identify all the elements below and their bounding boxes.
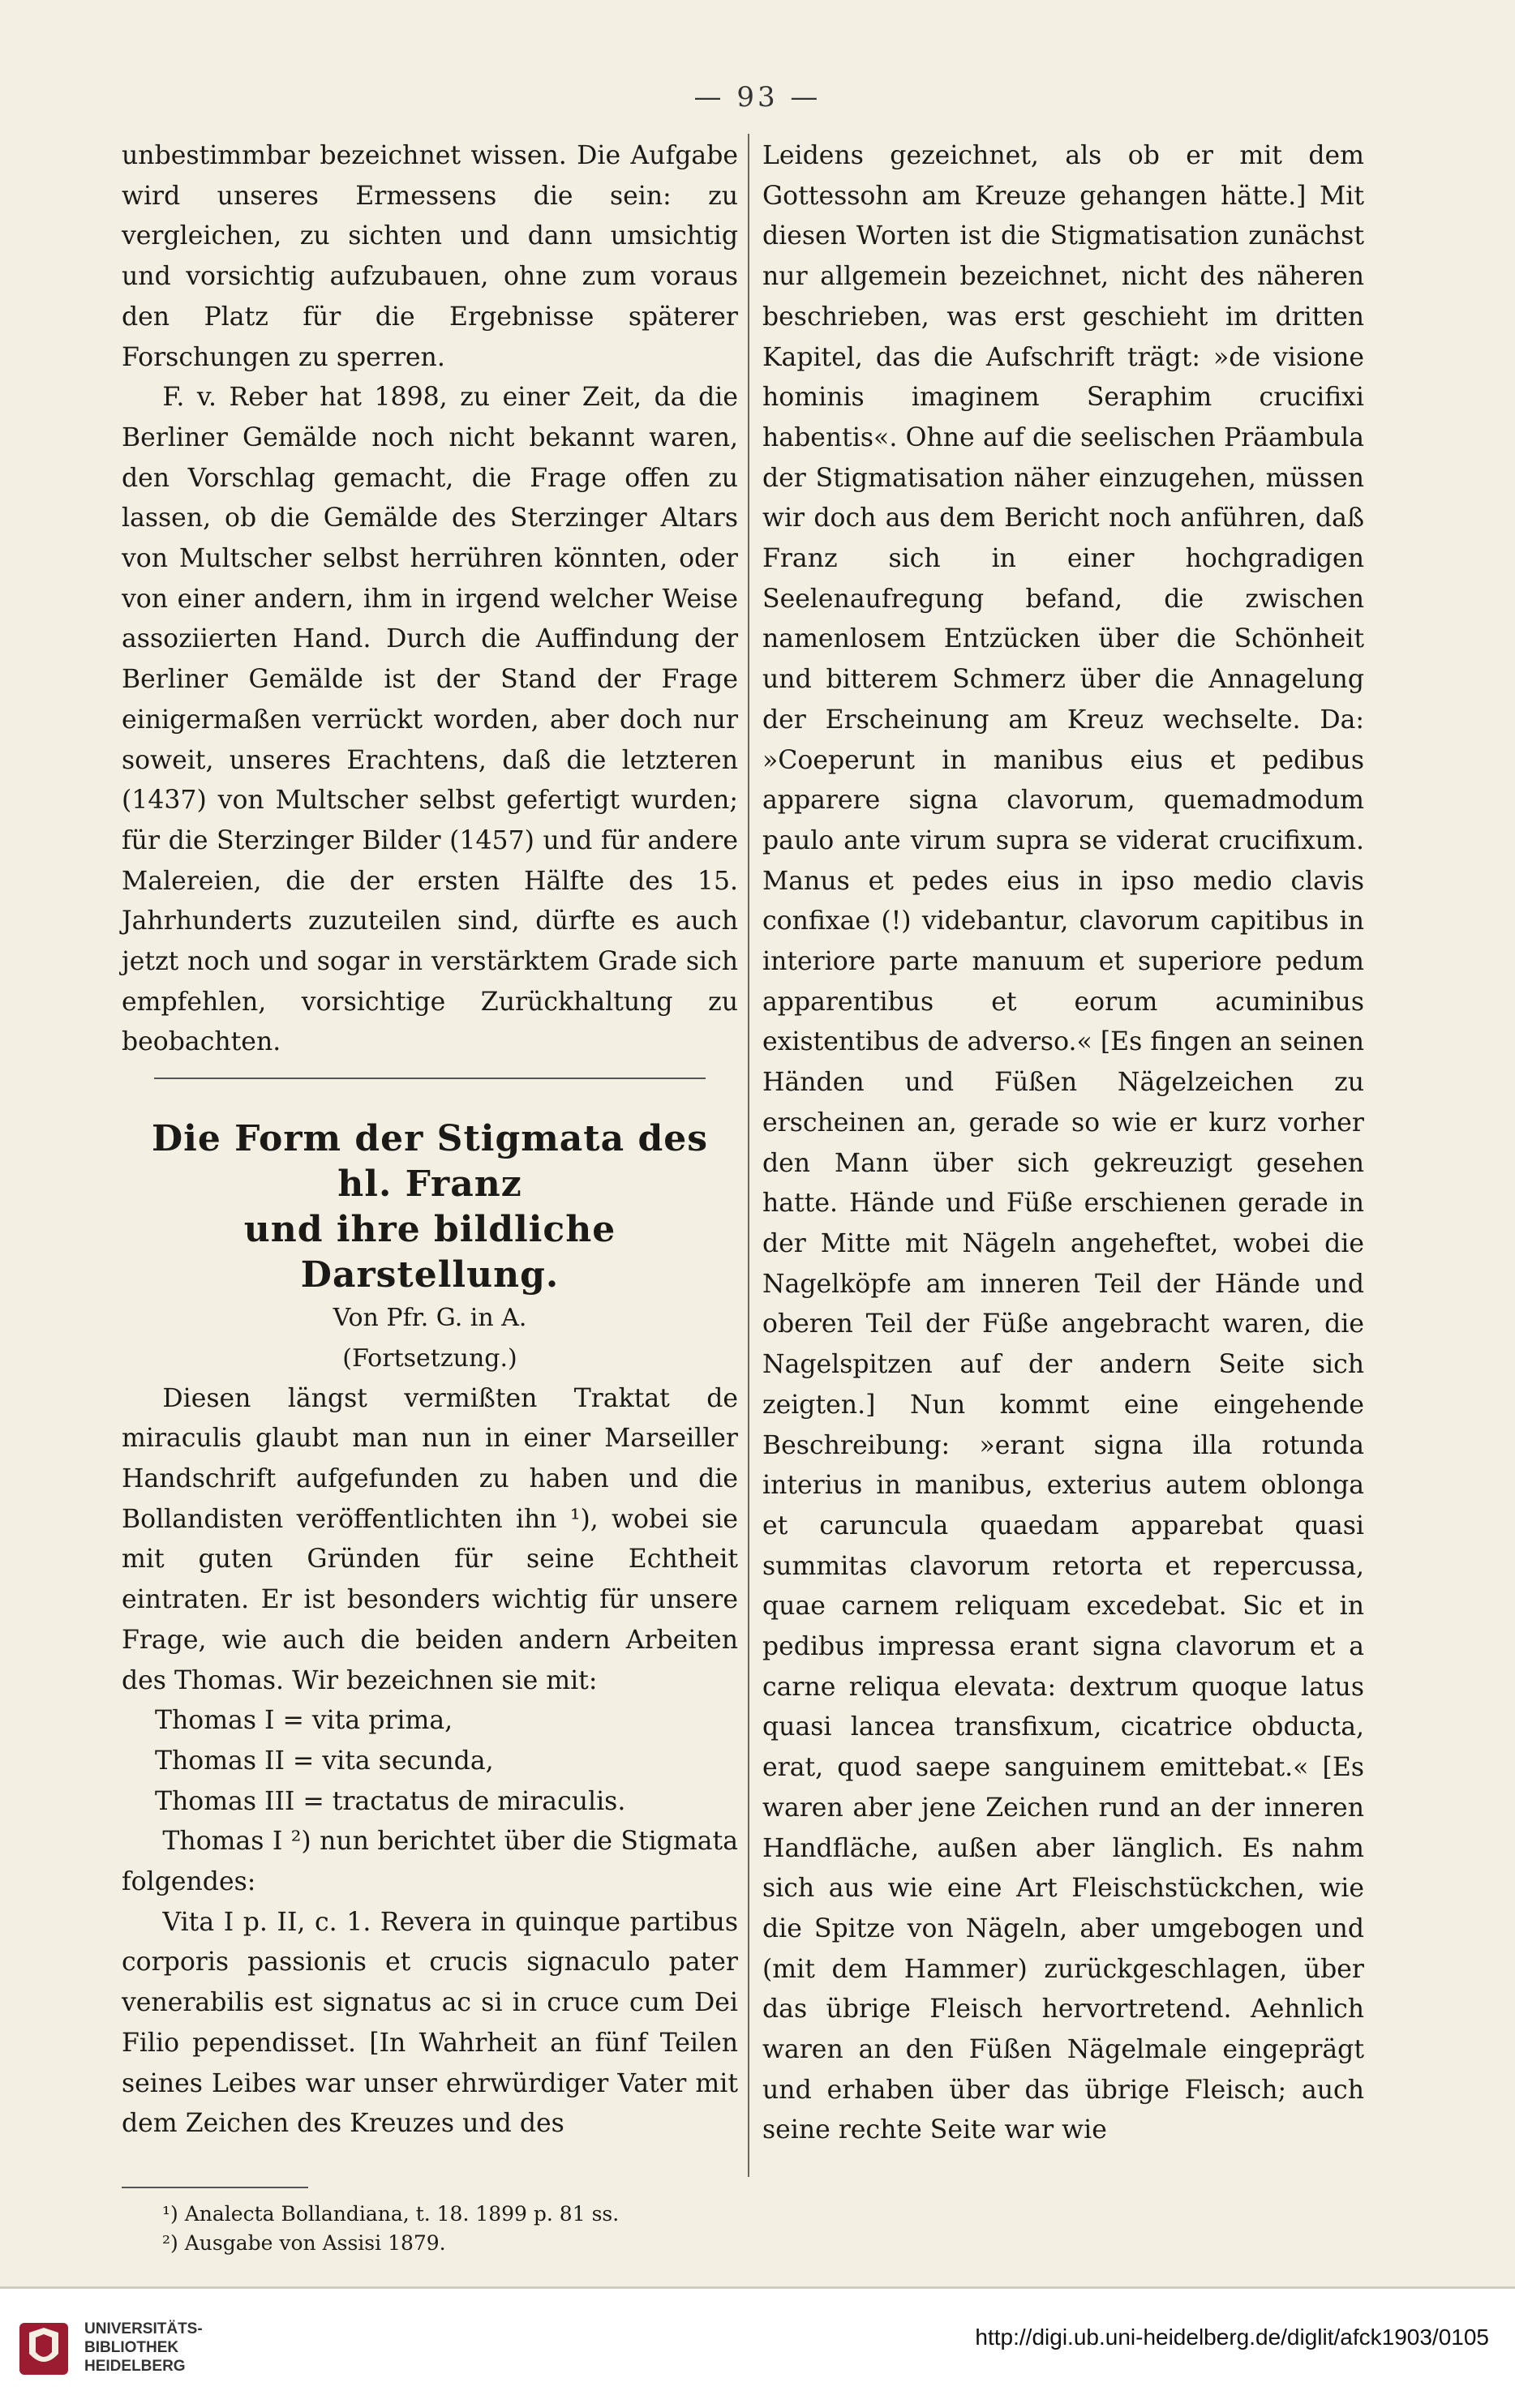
- abbreviation-list: [122, 1701, 738, 1822]
- author-byline: Von Pfr. G. in A.: [333, 1304, 527, 1333]
- source-url-link[interactable]: http://digi.ub.uni-heidelberg.de/diglit/afck1903/0105: [975, 2324, 1489, 2350]
- section-title-line2: und ihre bildliche Darstellung.: [243, 1209, 616, 1296]
- library-name-line: HEIDELBERG: [84, 2358, 186, 2375]
- paragraph: unbestimmbar bezeichnet wissen. Die Aufgabe wird unseres Ermessens die sein: zu vergleichen, zu sichten und dann umsichtig und vorsichtig aufzubauen, ohne zum voraus den Platz für die Ergebnisse späterer Forschungen zu sperren.: [122, 141, 738, 372]
- column-divider: [748, 134, 749, 2177]
- paragraph: Thomas I ²) nun berichtet über die Stigmata folgendes:: [122, 1827, 738, 1897]
- footnotes: [122, 2200, 738, 2258]
- left-column: [122, 136, 738, 2258]
- paragraph: Vita I p. II, c. 1. Revera in quinque partibus corporis passionis et crucis signaculo pater venerabilis est signatus ac si in cruce cum Dei Filio pependisset. [In Wahrheit an fünf Teilen seines Leibes war unser ehrwürdiger Vater mit dem Zeichen des Kreuzes und des: [122, 1907, 738, 2139]
- library-name: [84, 2320, 203, 2376]
- library-name-line: BIBLIOTHEK: [84, 2339, 179, 2356]
- footnote: ²) Ausgabe von Assisi 1879.: [162, 2230, 446, 2255]
- list-item: Thomas II = vita secunda,: [154, 1746, 494, 1776]
- paragraph: Diesen längst vermißten Traktat de miraculis glaubt man nun in einer Marseiller Handschrift aufgefunden zu haben und die Bollandisten veröffentlichten ihn ¹), wobei sie mit guten Gründen für seine Echtheit eintraten. Er ist besonders wichtig für unsere Frage, wie auch die beiden andern Arbeiten des Thomas. Wir bezeichnen sie mit:: [122, 1383, 738, 1695]
- footnote-divider: [122, 2187, 308, 2188]
- library-logo-icon: [18, 2321, 70, 2376]
- library-name-line: UNIVERSITÄTS-: [84, 2320, 203, 2337]
- paragraph: Leidens gezeichnet, als ob er mit dem Gottessohn am Kreuze gehangen hätte.] Mit diesen Worten ist die Stigmatisation zunächst nur allgemein bezeichnet, nicht des näheren beschrieben, was erst geschieht im dritten Kapitel, das die Aufschrift trägt: »de visione hominis imaginem Seraphim crucifixi habentis«. Ohne auf die seelischen Präambula der Stigmatisation näher einzugehen, müssen wir doch aus dem Bericht noch anführen, daß Franz sich in einer hochgradigen Seelenaufregung befand, die zwischen namenlosem Entzücken über die Schönheit und bitterem Schmerz über die Annagelung der Erscheinung am Kreuz wechselte. Da: »Coeperunt in manibus eius et pedibus apparere signa clavorum, quemadmodum paulo ante virum supra se viderat crucifixum. Manus et pedes eius in ipso medio clavis confixae (!) videbantur, clavorum capitibus in interiore parte manuum et superiore pedum apparentibus et eorum acuminibus existentibus de adverso.« [Es fingen an seinen Händen und Füßen Nägelzeichen zu erscheinen an, gerade so wie er kurz vorher den Mann über sich gekreuzigt gesehen hatte. Hände und Füße erschienen gerade in der Mitte mit Nägeln angeheftet, wobei die Nagelköpfe am inneren Teil der Hände und oberen Teil der Füße angebracht waren, die Nagelspitzen auf der andern Seite sich zeigten.] Nun kommt eine eingehende Beschreibung: »erant signa illa rotunda interius in manibus, exterius autem oblonga et caruncula quaedam apparebat quasi summitas clavorum retorta et repercussa, quae carnem reliquam excedebat. Sic et in pedibus impressa erant signa clavorum et a carne reliqua elevata: dextrum quoque latus quasi lancea transfixum, cicatrice obducta, erat, quod saepe sanguinem emittebat.« [Es waren aber jene Zeichen rund an der inneren Handfläche, außen aber länglich. Es nahm sich aus wie eine Art Fleischstückchen, wie die Spitze von Nägeln, aber umgebogen und (mit dem Hammer) zurückgeschlagen, über das übrige Fleisch hervortretend. Aehnlich waren an den Füßen Nägelmale eingeprägt und erhaben über das übrige Fleisch; auch seine rechte Seite war wie: [762, 141, 1364, 2145]
- footnote: ¹) Analecta Bollandiana, t. 18. 1899 p. 81 ss.: [162, 2201, 620, 2226]
- continuation-note: (Fortsetzung.): [342, 1343, 517, 1373]
- right-column: [762, 136, 1364, 2151]
- section-title: Die Form der Stigmata des hl. Franz: [151, 1118, 708, 1206]
- list-item: Thomas III = tractatus de miraculis.: [154, 1786, 626, 1816]
- library-footer: [0, 2289, 1515, 2408]
- section-divider: [154, 1078, 706, 1079]
- paragraph: F. v. Reber hat 1898, zu einer Zeit, da die Berliner Gemälde noch nicht bekannt waren, den Vorschlag gemacht, die Frage offen zu lassen, ob die Gemälde des Sterzinger Altars von Multscher selbst herrühren könnten, oder von einer andern, ihm in irgend welcher Weise assoziierten Hand. Durch die Auffindung der Berliner Gemälde ist der Stand der Frage einigermaßen verrückt worden, aber doch nur soweit, unseres Erachtens, daß die letzteren (1437) von Multscher selbst gefertigt wurden; für die Sterzinger Bilder (1457) und für andere Malereien, die der ersten Hälfte des 15. Jahrhunderts zuzuteilen sind, dürfte es auch jetzt noch und sogar in verstärktem Grade sich empfehlen, vorsichtige Zurückhaltung zu beobachten.: [122, 383, 738, 1057]
- page-number: — 93 —: [693, 81, 822, 114]
- list-item: Thomas I = vita prima,: [154, 1706, 453, 1736]
